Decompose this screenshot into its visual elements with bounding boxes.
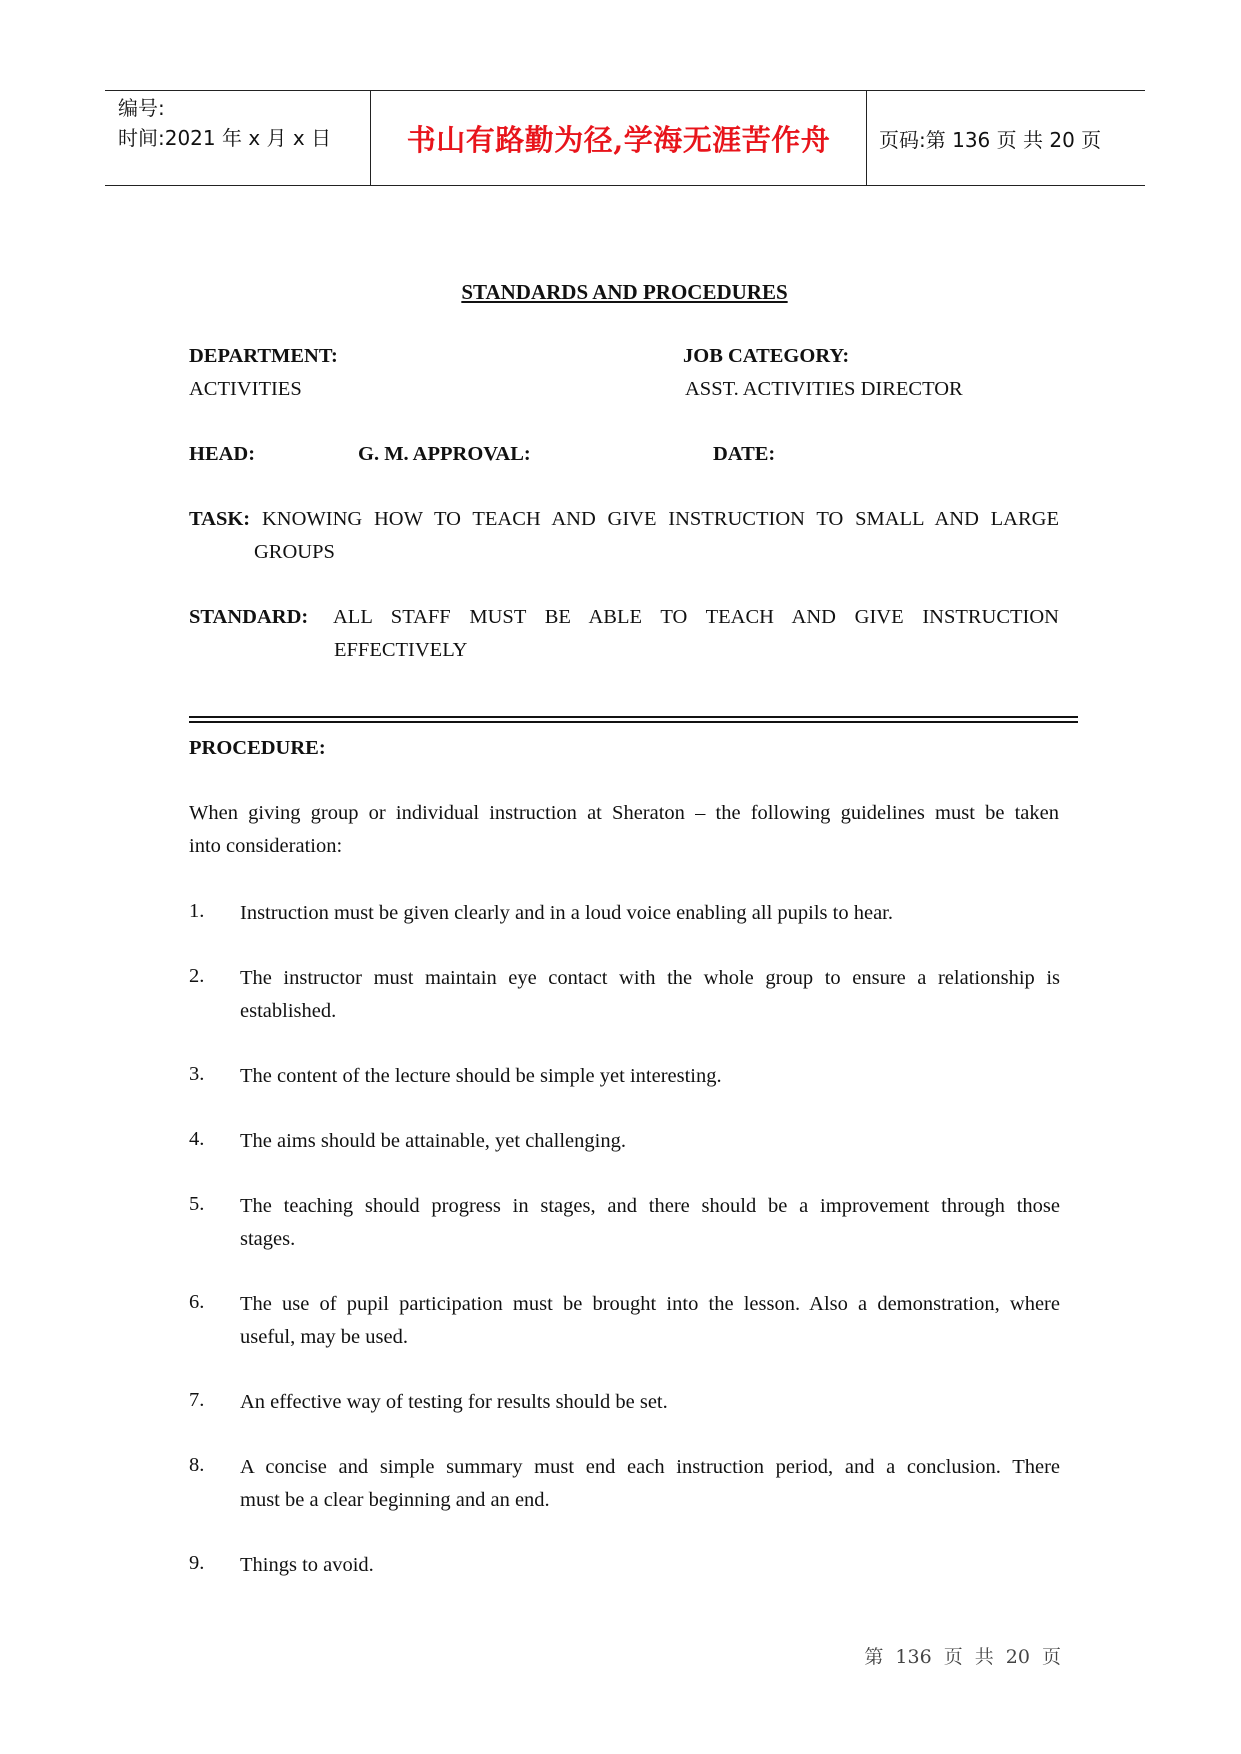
header-page-info: 页码:第 136 页 共 20 页 [879, 127, 1102, 152]
list-item-text: Instruction must be given clearly and in a loud voice enabling all pupils to hear. [240, 902, 893, 924]
standard-line-1: ALL STAFF MUST BE ABLE TO TEACH AND GIVE INSTRUCTION [333, 606, 1059, 628]
list-item-text: The instructor must maintain eye contact with the whole group to ensure a relationship is [240, 967, 1060, 989]
list-item-text: Things to avoid. [240, 1554, 374, 1576]
job-category-label: JOB CATEGORY: [683, 345, 850, 367]
list-item-text-cont: stages. [240, 1228, 296, 1250]
list-item-number: 3. [189, 1063, 205, 1085]
list-item-text: An effective way of testing for results should be set. [240, 1391, 668, 1413]
task-label: TASK: [189, 508, 251, 530]
list-item [240, 1288, 1060, 1354]
list-item-number: 8. [189, 1454, 205, 1476]
list-item-number: 1. [189, 900, 205, 922]
list-item [240, 1386, 1060, 1419]
list-item [240, 1451, 1060, 1517]
list-item-text-cont: useful, may be used. [240, 1326, 408, 1348]
header-motto: 书山有路勤为径,学海无涯苦作舟 [370, 91, 867, 185]
list-item-number: 9. [189, 1552, 205, 1574]
list-item-text-cont: established. [240, 1000, 337, 1022]
standard-line-2: EFFECTIVELY [334, 639, 468, 661]
list-item-text-cont: must be a clear beginning and an end. [240, 1489, 550, 1511]
intro-line-1: When giving group or individual instruction at Sheraton – the following guidelines must be taken [189, 802, 1059, 824]
list-item-number: 2. [189, 965, 205, 987]
list-item [240, 1060, 1060, 1093]
date-label: DATE: [713, 443, 776, 465]
department-value: ACTIVITIES [189, 378, 302, 400]
list-item-number: 5. [189, 1193, 205, 1215]
header-number-label: 编号: [118, 96, 165, 120]
department-label: DEPARTMENT: [189, 345, 338, 367]
list-item [240, 897, 1060, 930]
list-item-text: The aims should be attainable, yet challenging. [240, 1130, 626, 1152]
divider-top [189, 716, 1078, 718]
intro-line-2: into consideration: [189, 835, 343, 857]
job-category-value: ASST. ACTIVITIES DIRECTOR [685, 378, 963, 400]
list-item [240, 962, 1060, 1028]
standard-label: STANDARD: [189, 606, 309, 628]
document-title: STANDARDS AND PROCEDURES [461, 280, 788, 304]
list-item-text: The use of pupil participation must be brought into the lesson. Also a demonstration, where [240, 1293, 1060, 1315]
list-item-text: The content of the lecture should be simple yet interesting. [240, 1065, 722, 1087]
page-footer: 第 136 页 共 20 页 [864, 1646, 1061, 1668]
task-line-2: GROUPS [254, 541, 335, 563]
head-label: HEAD: [189, 443, 256, 465]
list-item [240, 1549, 1060, 1582]
list-item-number: 6. [189, 1291, 205, 1313]
divider-bottom [189, 721, 1078, 723]
list-item-number: 7. [189, 1389, 205, 1411]
gm-approval-label: G. M. APPROVAL: [358, 443, 531, 465]
list-item [240, 1125, 1060, 1158]
header-time-label: 时间:2021 年 x 月 x 日 [118, 126, 332, 150]
list-item-text: A concise and simple summary must end each instruction period, and a conclusion. There [240, 1456, 1060, 1478]
list-item [240, 1190, 1060, 1256]
procedure-label: PROCEDURE: [189, 737, 326, 759]
task-line-1: KNOWING HOW TO TEACH AND GIVE INSTRUCTION TO SMALL AND LARGE [262, 508, 1059, 530]
page-header [105, 90, 1145, 186]
list-item-number: 4. [189, 1128, 205, 1150]
header-meta [105, 91, 370, 185]
list-item-text: The teaching should progress in stages, and there should be a improvement through those [240, 1195, 1060, 1217]
